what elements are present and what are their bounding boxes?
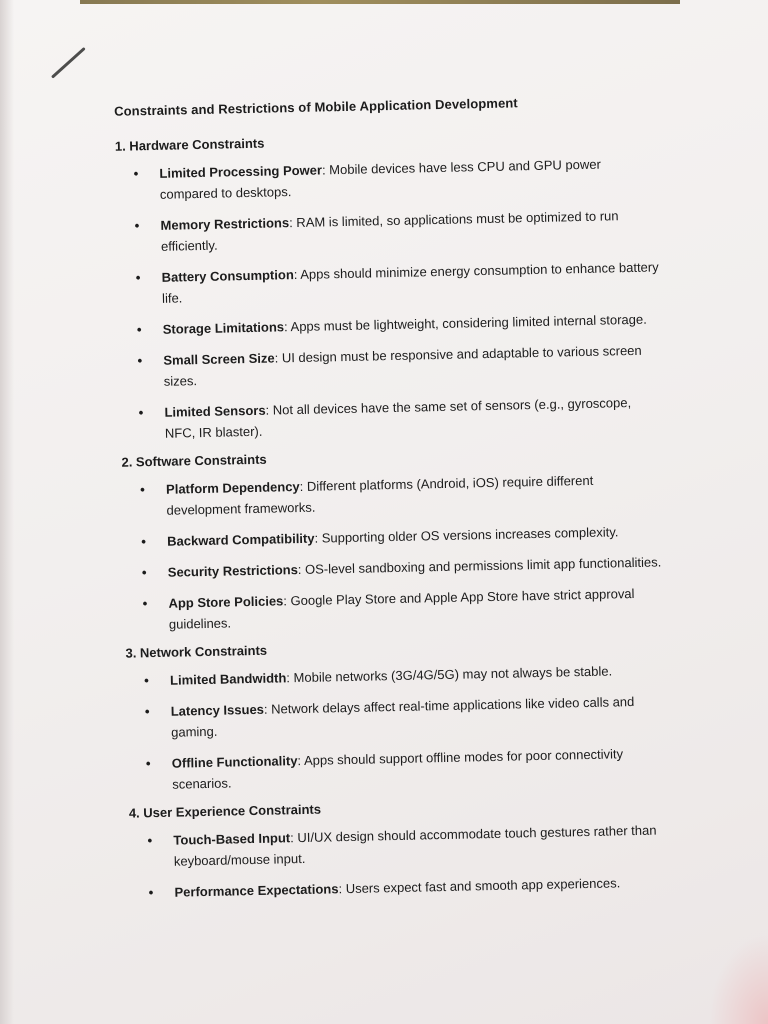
item-term: Storage Limitations <box>162 319 285 337</box>
item-term: Performance Expectations <box>174 881 339 900</box>
item-term: Small Screen Size <box>163 350 275 368</box>
item-term: Touch-Based Input <box>173 830 291 848</box>
item-text: : Apps should minimize energy consumption to enhance battery life. <box>161 259 659 306</box>
item-text: : OS-level sandboxing and permissions limit app functionalities. <box>297 554 662 578</box>
item-text: : UI design must be responsive and adaptable to various screen sizes. <box>163 342 642 389</box>
item-text: : Apps must be lightweight, considering limited internal storage. <box>283 311 647 335</box>
list-item <box>112 468 667 522</box>
item-term: Latency Issues <box>170 701 265 719</box>
list-item <box>118 742 673 796</box>
item-text: : Google Play Store and Apple App Store have strict approval guidelines. <box>168 585 635 632</box>
list-item <box>106 204 661 258</box>
item-text: : Users expect fast and smooth app experiences. <box>338 875 621 897</box>
item-term: Limited Processing Power <box>159 162 323 181</box>
item-text: : Apps should support offline modes for poor connectivity scenarios. <box>172 746 624 792</box>
section-heading-user-experience: 4. User Experience Constraints <box>128 801 322 821</box>
item-term: Offline Functionality <box>171 753 298 771</box>
document-title: Constraints and Restrictions of Mobile Application Development <box>113 95 518 119</box>
section-list-software <box>112 468 675 636</box>
pen-mark <box>51 47 86 79</box>
item-text: : Mobile devices have less CPU and GPU power compared to desktops. <box>159 156 601 202</box>
item-term: Platform Dependency <box>165 478 300 497</box>
list-item <box>109 308 663 341</box>
paper-top-edge <box>80 0 680 4</box>
list-item <box>117 690 672 744</box>
section-heading-software: 2. Software Constraints <box>121 451 267 470</box>
list-item <box>119 819 674 873</box>
list-item <box>114 551 668 584</box>
item-term: Backward Compatibility <box>167 530 315 549</box>
item-text: : Mobile networks (3G/4G/5G) may not always be stable. <box>286 663 613 686</box>
item-term: Battery Consumption <box>161 267 294 285</box>
section-list-user-experience <box>119 819 680 904</box>
item-term: Security Restrictions <box>167 562 298 580</box>
list-item <box>109 339 664 393</box>
paper-left-shadow <box>0 0 14 1024</box>
item-term: Memory Restrictions <box>160 215 290 233</box>
section-list-network <box>116 659 678 796</box>
list-item <box>116 659 670 692</box>
item-term: App Store Policies <box>168 593 284 611</box>
section-list-hardware <box>105 152 671 445</box>
item-text: : Not all devices have the same set of sensors (e.g., gyroscope, NFC, IR blaster). <box>164 395 632 441</box>
item-text: : Network delays affect real-time applications like video calls and gaming. <box>171 694 635 740</box>
list-item <box>120 871 674 904</box>
list-item <box>114 582 669 636</box>
item-text: : Supporting older OS versions increases complexity. <box>314 524 619 546</box>
item-text: : UI/UX design should accommodate touch gestures rather than keyboard/mouse input. <box>173 822 657 869</box>
item-term: Limited Sensors <box>164 402 266 420</box>
list-item <box>110 391 665 445</box>
item-text: : RAM is limited, so applications must be optimized to run efficiently. <box>160 208 619 254</box>
document-content <box>104 92 681 914</box>
section-heading-network: 3. Network Constraints <box>125 642 268 661</box>
list-item <box>113 520 667 553</box>
section-heading-hardware: 1. Hardware Constraints <box>114 135 265 154</box>
item-text: : Different platforms (Android, iOS) require different development frameworks. <box>166 472 594 518</box>
paper-corner-tint <box>708 934 768 1024</box>
list-item <box>107 256 662 310</box>
item-term: Limited Bandwidth <box>169 670 287 688</box>
list-item <box>105 152 660 206</box>
